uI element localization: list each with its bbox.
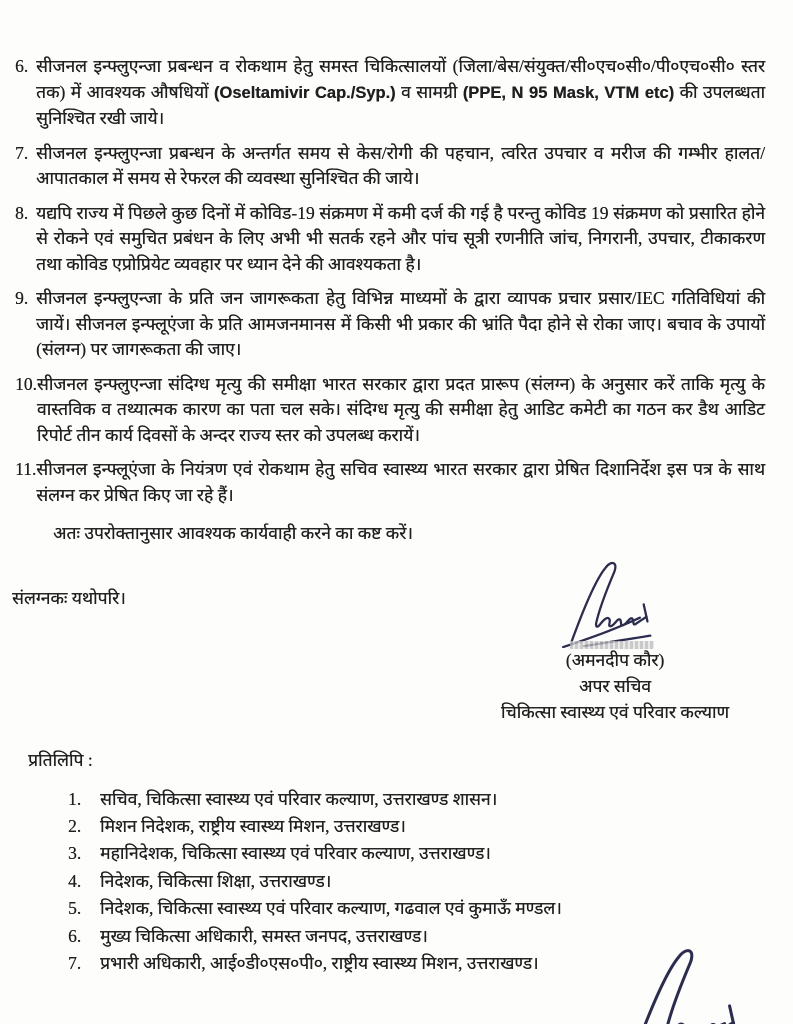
list-item bbox=[15, 457, 765, 508]
copy-item-number: 2. bbox=[68, 815, 82, 836]
list-item bbox=[15, 54, 765, 132]
copy-item bbox=[68, 840, 748, 867]
copy-item-text: महानिदेशक, चिकित्सा स्वास्थ्य एवं परिवार कल्याण, उत्तराखण्ड। bbox=[100, 843, 491, 864]
copy-item-text: मिशन निदेशक, राष्ट्रीय स्वास्थ्य मिशन, उत्तराखण्ड। bbox=[100, 815, 406, 836]
signatory-designation: अपर सचिव bbox=[578, 676, 652, 696]
copy-item-number: 4. bbox=[68, 870, 82, 891]
list-item-number: 11. bbox=[15, 459, 37, 479]
text-segment: की उपलब्धता सुनिश्चित रखी जाये। bbox=[36, 81, 765, 128]
list-item bbox=[15, 201, 765, 278]
copy-item-text: मुख्य चिकित्सा अधिकारी, समस्त जनपद, उत्तराखण्ड। bbox=[100, 925, 428, 946]
list-item-number: 10. bbox=[15, 373, 37, 394]
list-item-text: सीजनल इन्फ्लुएन्जा प्रबन्धन के अन्तर्गत समय से केस/रोगी की पहचान, त्वरित उपचार व मरीज की गम्भीर हालत/आपातकाल में समय से रेफरल की व्यवस्था सुनिश्चित की जाये। bbox=[36, 142, 765, 188]
copy-item bbox=[68, 786, 748, 813]
signature-scribble-icon-bottom bbox=[612, 944, 784, 1024]
text-segment: सीजनल इन्फ्लुएन्जा प्रबन्धन व रोकथाम हेतु समस्त चिकित्सालयों (जिला/बेस/संयुक्त/सी०एच०सी०/पी०एच०सी० स्तर तक) में आवश्यक औषधियों bbox=[36, 56, 765, 102]
list-item-number: 8. bbox=[15, 202, 29, 223]
signatory-department: चिकित्सा स्वास्थ्य एवं परिवार कल्याण bbox=[500, 702, 730, 722]
letter-body bbox=[15, 54, 765, 547]
text-segment: व सामग्री bbox=[395, 81, 463, 102]
copy-item bbox=[68, 868, 748, 895]
list-item-text: सीजनल इन्फ्लुएन्जा के प्रति जन जागरूकता हेतु विभिन्न माध्यमों के द्वारा व्यापक प्रचार प्रसार/IEC गतिविधियां की जायें। सीजनल इन्फ्लूएंजा के प्रति आमजनमानस में किसी भी प्रकार की भ्रांति पैदा होने से रोका जाए। बचाव के उपायों (संलग्न) पर जागरूकता की जाए। bbox=[36, 288, 765, 359]
copy-section bbox=[28, 748, 748, 977]
list-item-number: 7. bbox=[15, 142, 29, 163]
list-item-text: सीजनल इन्फ्लूएंजा के नियंत्रण एवं रोकथाम हेतु सचिव स्वास्थ्य भारत सरकार द्वारा प्रेषित दिशानिर्देश इस पत्र के साथ संलग्न कर प्रेषित किए जा रहे हैं। bbox=[36, 459, 765, 505]
signature-scribble-icon bbox=[556, 558, 684, 648]
copy-item-text: सचिव, चिकित्सा स्वास्थ्य एवं परिवार कल्याण, उत्तराखण्ड शासन। bbox=[100, 788, 498, 809]
copy-item-text: निदेशक, चिकित्सा स्वास्थ्य एवं परिवार कल्याण, गढवाल एवं कुमाऊँ मण्डल। bbox=[100, 898, 562, 919]
list-item-text: सीजनल इन्फ्लुएन्जा संदिग्ध मृत्यु की समीक्षा भारत सरकार द्वारा प्रदत प्रारूप (संलग्न) के अनुसार करें ताकि मृत्यु के वास्तविक व तथ्यात्मक कारण का पता चल सके। संदिग्ध मृत्यु की समीक्षा हेतु आडिट कमेटी का गठन कर डैथ आडिट रिपोर्ट तीन कार्य दिवसों के अन्दर राज्य स्तर को उपलब्ध करायें। bbox=[36, 373, 765, 445]
copy-item-number: 5. bbox=[68, 898, 82, 919]
signature-block bbox=[450, 647, 780, 725]
closing-request: अतः उपरोक्तानुसार आवश्यक कार्यवाही करने का कष्ट करें। bbox=[53, 523, 413, 543]
list-item bbox=[15, 141, 765, 192]
copy-item-number: 7. bbox=[68, 952, 82, 973]
copy-item-number: 3. bbox=[68, 843, 82, 864]
enclosure-note: संलग्नकः यथोपरि। bbox=[12, 587, 126, 608]
copy-item bbox=[68, 895, 748, 922]
list-item-number: 6. bbox=[15, 56, 29, 76]
text-segment-latin-bold: (Oseltamivir Cap./Syp.) bbox=[213, 83, 396, 102]
list-item bbox=[15, 286, 765, 363]
list-item bbox=[15, 372, 765, 449]
list-item-text bbox=[36, 54, 765, 132]
copy-item-number: 1. bbox=[68, 788, 82, 809]
signatory-name: (अमनदीप कौर) bbox=[565, 650, 665, 670]
copy-item-number: 6. bbox=[68, 925, 82, 946]
copy-item-text: निदेशक, चिकित्सा शिक्षा, उत्तराखण्ड। bbox=[100, 870, 332, 891]
list-item-number: 9. bbox=[15, 288, 29, 308]
copy-item-text: प्रभारी अधिकारी, आई०डी०एस०पी०, राष्ट्रीय स्वास्थ्य मिशन, उत्तराखण्ड। bbox=[100, 952, 539, 973]
copy-item bbox=[68, 813, 748, 840]
directive-list bbox=[15, 54, 765, 508]
text-segment-latin-bold: (PPE, N 95 Mask, VTM etc) bbox=[462, 83, 675, 102]
list-item-text: यद्यपि राज्य में पिछले कुछ दिनों में कोविड-19 संक्रमण में कमी दर्ज की गई है परन्तु कोविड 19 संक्रमण को प्रसारित होने से रोकने एवं समुचित प्रबंधन के लिए अभी भी सतर्क रहने और पांच सूत्री रणनीति जांच, निगरानी, उपचार, टीकाकरण तथा कोविड एप्रोप्रियेट व्यवहार पर ध्यान देने की आवश्यकता है। bbox=[36, 202, 765, 274]
copy-heading: प्रतिलिपि : bbox=[28, 750, 93, 770]
